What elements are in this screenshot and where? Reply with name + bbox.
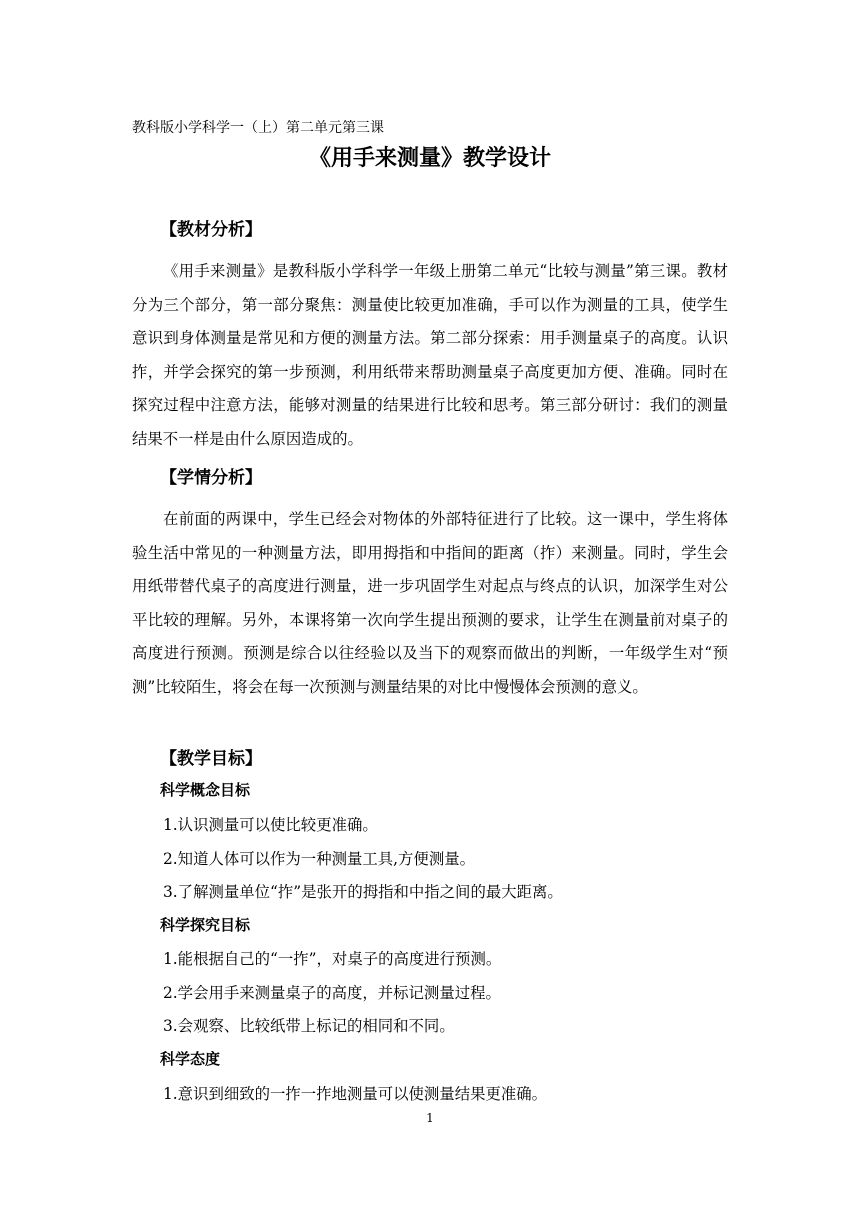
subheading-concept-goals: 科学概念目标: [160, 781, 251, 799]
heading-teaching-goals: 【教学目标】: [160, 749, 262, 769]
goal-item: 1.能根据自己的“一拃”，对桌子的高度进行预测。: [163, 950, 502, 968]
subheading-attitude: 科学态度: [160, 1050, 221, 1068]
subheading-inquiry-goals: 科学探究目标: [160, 916, 251, 934]
goal-item: 2.知道人体可以作为一种测量工具,方便测量。: [163, 850, 475, 868]
paragraph-material-analysis: 《用手来测量》是教科版小学科学一年级上册第二单元“比较与测量”第三课。教材分为三个部分，第一部分聚焦：测量使比较更加准确，手可以作为测量的工具，使学生意识到身体测量是常见和方便的测量方法。第二部分探索：用手测量桌子的高度。认识拃，并学会探究的第一步预测，利用纸带来帮助测量桌子高度更加方便、准确。同时在探究过程中注意方法，能够对测量的结果进行比较和思考。第三部分研讨：我们的测量结果不一样是由什么原因造成的。: [132, 262, 728, 448]
document-title: 《用手来测量》教学设计: [308, 146, 551, 171]
goal-item: 2.学会用手来测量桌子的高度，并标记测量过程。: [163, 984, 501, 1002]
goal-item: 3.了解测量单位“拃”是张开的拇指和中指之间的最大距离。: [163, 883, 563, 901]
goal-item: 3.会观察、比较纸带上标记的相同和不同。: [163, 1017, 455, 1035]
goal-item: 1.意识到细致的一拃一拃地测量可以使测量结果更准确。: [163, 1085, 548, 1103]
goal-item: 1.认识测量可以使比较更准确。: [163, 816, 378, 834]
heading-student-analysis: 【学情分析】: [160, 468, 262, 488]
paragraph-student-analysis: 在前面的两课中，学生已经会对物体的外部特征进行了比较。这一课中，学生将体验生活中常见的一种测量方法，即用拇指和中指间的距离（拃）来测量。同时，学生会用纸带替代桌子的高度进行测量，进一步巩固学生对起点与终点的认识，加深学生对公平比较的理解。另外，本课将第一次向学生提出预测的要求，让学生在测量前对桌子的高度进行预测。预测是综合以往经验以及当下的观察而做出的判断，一年级学生对“预测”比较陌生，将会在每一次预测与测量结果的对比中慢慢体会预测的意义。: [132, 510, 728, 696]
course-subtitle: 教科版小学科学一（上）第二单元第三课: [132, 120, 384, 136]
heading-material-analysis: 【教材分析】: [160, 220, 262, 240]
page-number: 1: [426, 1111, 434, 1125]
